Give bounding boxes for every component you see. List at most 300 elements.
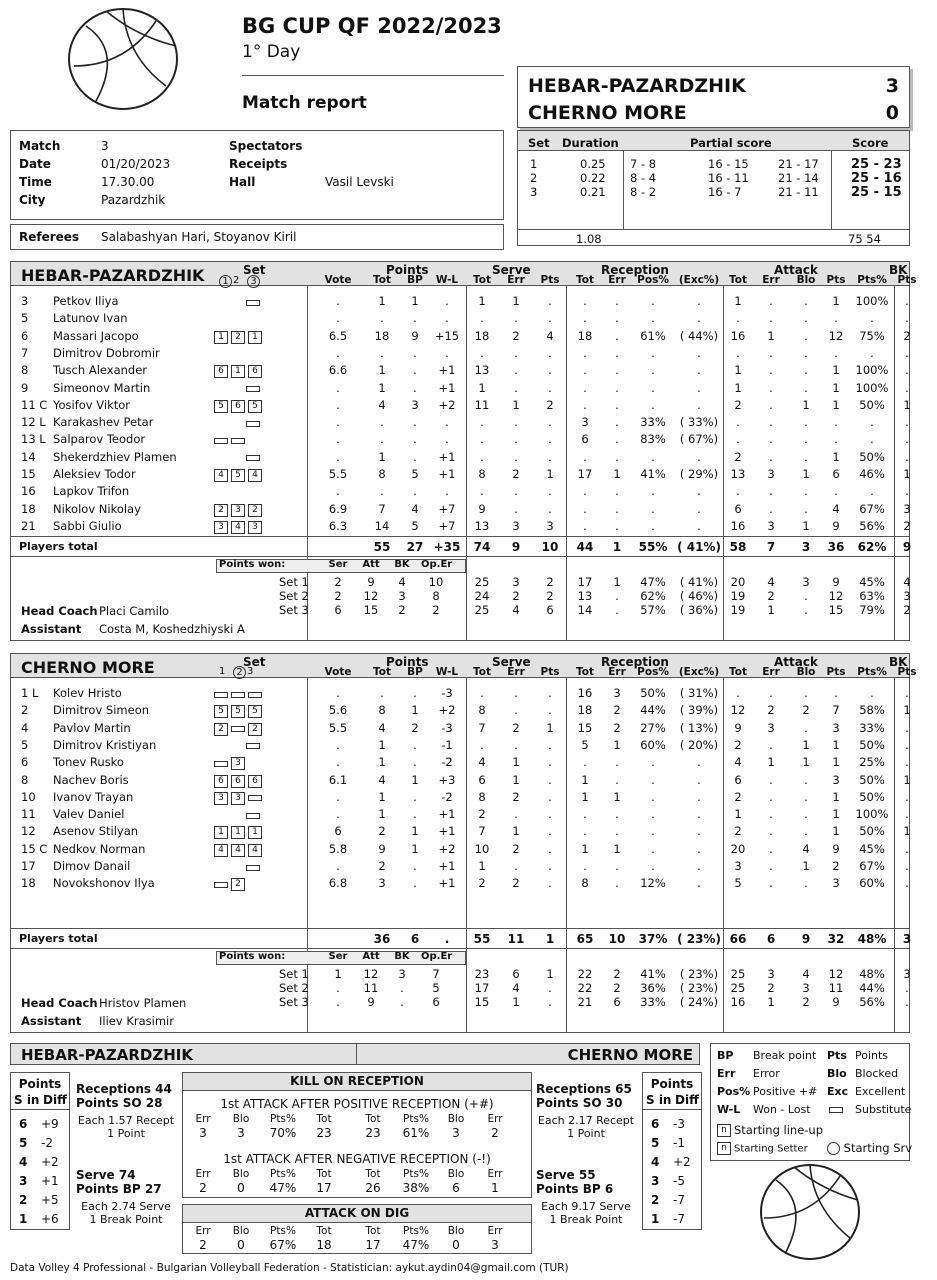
stat-cell: . xyxy=(651,789,655,804)
away-each-serve: Each 9.17 Serve xyxy=(541,1200,631,1213)
stat-cell: 2 xyxy=(512,841,520,856)
s-in-head: S in xyxy=(646,1093,672,1107)
home-each-recept: Each 1.57 Recept xyxy=(77,1114,175,1127)
legend-desc: Error xyxy=(753,1067,780,1080)
lineup-position: 1 xyxy=(231,826,245,839)
rotation-diff: -7 xyxy=(673,1212,685,1226)
stat-cell: . xyxy=(804,824,808,839)
stat-col-head: Tot xyxy=(575,666,594,678)
stat-col-head: Err xyxy=(762,666,780,678)
score-col-head: Score xyxy=(852,136,889,150)
legend-key: Pos% xyxy=(717,1085,751,1098)
kill-col-head: Pts% xyxy=(403,1225,429,1237)
points-won-col-head: Ser xyxy=(328,951,348,962)
stat-cell: . xyxy=(336,755,340,770)
set-mark: 2 xyxy=(233,275,240,286)
stat-cell: -2 xyxy=(441,789,453,804)
stat-cell: . xyxy=(697,380,701,395)
stat-cell: . xyxy=(905,311,909,326)
lineup-position: 4 xyxy=(214,844,228,857)
stat-cell: 3 xyxy=(546,518,554,533)
lineup-marks xyxy=(214,791,265,805)
stat-cell: . xyxy=(697,294,701,308)
kill-col-head: Blo xyxy=(447,1225,465,1237)
stat-cell: . xyxy=(651,449,655,464)
set-label: Set 1 xyxy=(279,967,309,981)
set-row-cell: 3 xyxy=(530,185,538,199)
stat-cell: 6 xyxy=(734,501,742,516)
kill-col-head: Err xyxy=(195,1113,211,1125)
players-total-label: Players total xyxy=(19,540,98,553)
stat-cell: 2 xyxy=(512,789,520,804)
stat-cell: . xyxy=(736,686,740,700)
stat-cell: . xyxy=(445,432,449,447)
stat-cell: . xyxy=(905,449,909,464)
total-cell: 1 xyxy=(612,540,622,554)
legend-lineup: Starting line-up xyxy=(734,1123,824,1137)
lineup-marks xyxy=(214,520,265,534)
players-total-label: Players total xyxy=(19,932,98,945)
stat-cell: . xyxy=(651,311,655,326)
stat-cell: . xyxy=(615,380,619,395)
set-stat-cell: 3 xyxy=(903,589,911,603)
kill-col-head: Tot xyxy=(316,1168,332,1180)
stat-cell: . xyxy=(736,432,740,447)
assistant-label: Assistant xyxy=(21,1014,82,1028)
stat-col-head: Pts% xyxy=(857,274,887,286)
set-stat-cell: 57% xyxy=(640,603,666,617)
stat-cell: . xyxy=(905,876,909,891)
set-stat-cell: . xyxy=(548,981,552,995)
stat-cell: . xyxy=(514,501,518,516)
stat-cell: . xyxy=(413,345,417,360)
receipts-label: Receipts xyxy=(229,157,288,171)
stat-cell: . xyxy=(445,294,449,308)
set-row-cell: 25 - 15 xyxy=(851,185,902,200)
stat-cell: -3 xyxy=(441,720,453,735)
stat-cell: 1 xyxy=(512,397,520,412)
total-cell: 62% xyxy=(857,540,887,554)
stat-cell: 3 xyxy=(411,397,419,412)
set-row-cell: 0.25 xyxy=(580,157,606,171)
stat-cell: . xyxy=(380,484,384,499)
stat-cell: . xyxy=(380,415,384,430)
stat-cell: 18 xyxy=(577,328,593,343)
stat-cell: 18 xyxy=(474,328,490,343)
set-stat-cell: 4 xyxy=(512,981,520,995)
referees-label: Referees xyxy=(19,230,80,244)
kill-value: 2 xyxy=(199,1238,207,1252)
stat-cell: . xyxy=(548,859,552,873)
player-number: 13 L xyxy=(21,432,46,447)
stat-cell: . xyxy=(548,807,552,822)
kill-value: 2 xyxy=(491,1126,499,1140)
set-stat-cell: 17 xyxy=(474,981,490,995)
away-one-point: 1 Point xyxy=(567,1127,605,1140)
stat-cell: 50% xyxy=(859,789,885,804)
away-team-stats xyxy=(10,653,917,1033)
stat-cell: 1 xyxy=(613,467,621,481)
player-name: Aleksiev Todor xyxy=(53,467,136,481)
substitute-icon xyxy=(246,813,260,819)
stat-cell: 5.5 xyxy=(328,720,348,735)
points-won-col-head: Op.Er xyxy=(421,559,453,570)
set-stat-cell: 9 xyxy=(832,995,840,1009)
stat-cell: +1 xyxy=(438,876,456,891)
set-stat-cell: 41% xyxy=(640,967,666,981)
stat-cell: . xyxy=(583,311,587,326)
stat-cell: 1 xyxy=(613,841,621,856)
referees-row xyxy=(10,224,504,250)
player-name: Shekerdzhiev Plamen xyxy=(53,449,177,464)
total-cell: 3 xyxy=(801,540,811,554)
total-cell: ( 23%) xyxy=(677,932,721,946)
set-stat-cell: . xyxy=(804,603,808,617)
stat-cell: 100% xyxy=(855,807,889,822)
stat-cell: . xyxy=(548,703,552,718)
stat-cell: 4 xyxy=(734,755,742,770)
stat-cell: 6 xyxy=(581,432,589,447)
home-points-so: Points SO 28 xyxy=(76,1096,163,1110)
stat-cell: 13 xyxy=(474,363,490,378)
kill-col-head: Blo xyxy=(232,1225,250,1237)
stat-cell: 1 xyxy=(903,824,911,839)
stat-col-head: Pts xyxy=(826,274,846,286)
stat-col-head: Pts xyxy=(826,666,846,678)
stat-cell: . xyxy=(480,345,484,360)
stat-cell: . xyxy=(413,432,417,447)
stat-cell: 1 xyxy=(411,294,419,308)
rotation-diff: +1 xyxy=(41,1174,59,1188)
stat-cell: . xyxy=(583,380,587,395)
stat-cell: 8 xyxy=(478,467,486,481)
total-cell: 10 xyxy=(541,540,559,554)
assistant-name: Costa M, Koshedzhiyski A xyxy=(99,622,245,636)
set-stat-cell: 6 xyxy=(512,967,520,981)
stat-col-head: Err xyxy=(762,274,780,286)
set-row-cell: 16 - 11 xyxy=(708,171,749,185)
stat-cell: . xyxy=(583,397,587,412)
stat-cell: . xyxy=(336,311,340,326)
set-head: Set xyxy=(243,655,266,669)
stat-cell: +1 xyxy=(438,467,456,481)
stat-cell: 1 xyxy=(613,789,621,804)
stat-cell: 1 xyxy=(546,720,554,735)
stat-cell: 50% xyxy=(859,397,885,412)
set-label: Set 2 xyxy=(279,981,309,995)
set-row-cell: 21 - 11 xyxy=(778,185,819,199)
stat-cell: . xyxy=(583,345,587,360)
set-stat-cell: . xyxy=(905,995,909,1009)
stat-cell: . xyxy=(615,415,619,430)
bottom-away-name: CHERNO MORE xyxy=(567,1046,693,1064)
stat-cell: 4 xyxy=(378,397,386,412)
set-stat-cell: 13 xyxy=(577,589,593,603)
stat-cell: 1 xyxy=(378,449,386,464)
stat-cell: . xyxy=(615,824,619,839)
set-stat-cell: . xyxy=(400,981,404,995)
total-cell: 11 xyxy=(507,932,525,946)
stat-cell: 9 xyxy=(378,841,386,856)
stat-cell: 1 xyxy=(832,807,840,822)
total-cell: 36 xyxy=(373,932,391,946)
player-number: 5 xyxy=(21,737,29,752)
stat-cell: . xyxy=(769,449,773,464)
kill-value: 0 xyxy=(452,1238,460,1252)
substitute-icon xyxy=(214,761,228,767)
stat-cell: . xyxy=(769,484,773,499)
stat-col-head: Pts xyxy=(540,274,560,286)
bk-head: BK xyxy=(889,263,908,277)
set-stat-cell: 3 xyxy=(398,967,406,981)
home-serve: Serve 74 xyxy=(76,1168,136,1182)
stat-cell: 8 xyxy=(378,703,386,718)
stat-cell: . xyxy=(336,789,340,804)
stat-cell: . xyxy=(583,449,587,464)
stat-cell: 1 xyxy=(411,841,419,856)
lineup-marks xyxy=(214,399,265,413)
stat-cell: 1 xyxy=(802,467,810,481)
legend-desc: Break point xyxy=(753,1049,817,1062)
player-number: 8 xyxy=(21,772,29,787)
player-name: Novokshonov Ilya xyxy=(53,876,155,891)
stat-cell: +3 xyxy=(438,772,456,787)
stat-cell: 45% xyxy=(859,841,885,856)
hall-name: Vasil Levski xyxy=(325,175,394,189)
kill-title: KILL ON RECEPTION xyxy=(183,1073,531,1091)
lineup-position: 1 xyxy=(214,826,228,839)
lineup-position: 2 xyxy=(214,723,228,736)
stat-cell: . xyxy=(548,380,552,395)
stat-cell: . xyxy=(651,755,655,770)
player-number: 6 xyxy=(21,755,29,770)
stat-cell: . xyxy=(697,841,701,856)
stat-cell: . xyxy=(697,789,701,804)
stat-cell: 16 xyxy=(730,328,746,343)
set-row-cell: 1 xyxy=(530,157,538,171)
referees-names: Salabashyan Hari, Stoyanov Kiril xyxy=(101,230,297,244)
starting-lineup-icon: n xyxy=(717,1124,731,1137)
kill-col-head: Tot xyxy=(365,1168,381,1180)
set-stat-cell: 48% xyxy=(859,967,885,981)
stat-cell: . xyxy=(769,311,773,326)
report-title: BG CUP QF 2022/2023 xyxy=(242,14,502,38)
stat-cell: 16 xyxy=(577,686,593,700)
set-stat-cell: 1 xyxy=(512,995,520,1009)
total-cell: 27 xyxy=(406,540,424,554)
stat-cell: 6.5 xyxy=(328,328,348,343)
home-team-name: HEBAR-PAZARDZHIK xyxy=(528,75,746,97)
stat-cell: 15 xyxy=(577,720,593,735)
player-number: 10 xyxy=(21,789,36,804)
stat-cell: +2 xyxy=(438,841,456,856)
stat-cell: 6 xyxy=(734,772,742,787)
total-cell: 55% xyxy=(638,540,668,554)
lineup-position: 6 xyxy=(248,775,262,788)
player-name: Simeonov Martin xyxy=(53,380,151,395)
stat-cell: 7 xyxy=(832,703,840,718)
divider xyxy=(11,1109,69,1110)
stat-cell: . xyxy=(769,345,773,360)
substitute-icon xyxy=(246,386,260,392)
stat-cell: . xyxy=(651,772,655,787)
stat-cell: . xyxy=(615,755,619,770)
set-stat-cell: 47% xyxy=(640,575,666,589)
legend-serve: Starting Srv xyxy=(843,1141,913,1155)
total-score: 75 54 xyxy=(848,232,881,246)
stat-cell: . xyxy=(336,737,340,752)
rotation-diff: +2 xyxy=(41,1155,59,1169)
stat-cell: ( 33%) xyxy=(679,415,719,430)
stat-cell: . xyxy=(445,345,449,360)
stat-cell: . xyxy=(445,415,449,430)
set-stat-cell: 2 xyxy=(613,981,621,995)
set-stat-cell: . xyxy=(905,981,909,995)
set-label: Set 3 xyxy=(279,603,309,617)
set-row-cell: 25 - 23 xyxy=(851,157,902,172)
stat-cell: . xyxy=(769,876,773,891)
stat-cell: 10 xyxy=(474,841,490,856)
stat-cell: . xyxy=(548,345,552,360)
stat-cell: 3 xyxy=(734,859,742,873)
points-won-col-head: BK xyxy=(394,951,410,962)
stat-cell: ( 20%) xyxy=(679,737,719,752)
stat-cell: 8 xyxy=(378,467,386,481)
legend-desc: Won - Lost xyxy=(753,1103,811,1116)
stat-cell: 1 xyxy=(832,737,840,752)
lineup-position: 6 xyxy=(214,365,228,378)
stat-cell: . xyxy=(804,328,808,343)
set-stat-cell: 6 xyxy=(613,995,621,1009)
reception-head: Reception xyxy=(601,263,669,277)
stat-cell: . xyxy=(514,432,518,447)
kill-col-head: Pts% xyxy=(403,1113,429,1125)
stat-cell: 4 xyxy=(411,501,419,516)
stat-cell: 1 xyxy=(581,841,589,856)
lineup-marks xyxy=(246,860,263,874)
set-stat-cell: 15 xyxy=(474,995,490,1009)
stat-cell: 33% xyxy=(640,415,666,430)
set-stat-cell: 23 xyxy=(474,967,490,981)
stat-cell: 1 xyxy=(512,755,520,770)
stat-cell: . xyxy=(804,380,808,395)
stat-cell: . xyxy=(480,686,484,700)
city-name: Pazardzhik xyxy=(101,193,166,207)
set-row-cell: 2 xyxy=(530,171,538,185)
stat-cell: . xyxy=(804,789,808,804)
stat-cell: 4 xyxy=(802,841,810,856)
stat-cell: . xyxy=(413,415,417,430)
set-stat-cell: 63% xyxy=(859,589,885,603)
stat-cell: 50% xyxy=(859,824,885,839)
stat-cell: ( 29%) xyxy=(679,467,719,481)
set-stat-cell: 2 xyxy=(903,603,911,617)
lineup-position: 4 xyxy=(248,844,262,857)
set-row-cell: 16 - 15 xyxy=(708,157,749,171)
player-name: Salparov Teodor xyxy=(53,432,146,447)
stat-cell: 3 xyxy=(378,876,386,891)
set-stat-cell: 11 xyxy=(363,981,379,995)
lineup-position: 6 xyxy=(231,400,245,413)
stat-cell: 67% xyxy=(859,501,885,516)
points-won-label: Points won: xyxy=(219,951,286,962)
set-stat-cell: 9 xyxy=(367,575,375,589)
substitute-icon xyxy=(246,743,260,749)
legend-key: BP xyxy=(717,1049,734,1062)
stat-cell: 25% xyxy=(859,755,885,770)
set-stat-cell: 4 xyxy=(512,603,520,617)
stat-cell: . xyxy=(905,807,909,822)
stat-col-head: Err xyxy=(507,666,525,678)
stat-cell: . xyxy=(514,415,518,430)
stat-cell: . xyxy=(697,807,701,822)
set-stat-cell: 11 xyxy=(828,981,844,995)
stat-cell: . xyxy=(583,294,587,308)
stat-cell: 1 xyxy=(832,824,840,839)
stat-cell: 50% xyxy=(640,686,666,700)
player-number: 14 xyxy=(21,449,36,464)
match-date: 01/20/2023 xyxy=(101,157,171,171)
player-name: Lapkov Trifon xyxy=(53,484,130,499)
stat-cell: . xyxy=(514,737,518,752)
bottom-home-name: HEBAR-PAZARDZHIK xyxy=(21,1046,193,1064)
substitute-icon xyxy=(246,300,260,306)
stat-cell: . xyxy=(769,824,773,839)
hall-label: Hall xyxy=(229,175,256,189)
points-won-label: Points won: xyxy=(219,559,286,570)
player-number: 18 xyxy=(21,876,36,891)
match-number: 3 xyxy=(101,139,109,153)
kill-value: 17 xyxy=(365,1238,381,1252)
stat-cell: +2 xyxy=(438,703,456,718)
kill-col-head: Tot xyxy=(365,1225,381,1237)
stat-cell: . xyxy=(905,484,909,499)
rotation-number: 4 xyxy=(651,1155,660,1169)
stat-cell: . xyxy=(615,328,619,343)
stat-cell: 1 xyxy=(832,294,840,308)
stat-cell: 5 xyxy=(411,518,419,533)
lineup-position: 5 xyxy=(214,705,228,718)
stat-cell: 8 xyxy=(478,703,486,718)
legend-desc: Points xyxy=(855,1049,889,1062)
player-name: Karakashev Petar xyxy=(53,415,154,430)
stat-cell: . xyxy=(514,484,518,499)
home-points-bp: Points BP 27 xyxy=(76,1182,162,1196)
lineup-marks xyxy=(214,433,248,447)
stat-cell: . xyxy=(615,311,619,326)
set-stat-cell: 17 xyxy=(577,575,593,589)
rotation-number: 6 xyxy=(651,1117,660,1131)
rotation-diff: +5 xyxy=(41,1193,59,1207)
stat-cell: . xyxy=(769,380,773,395)
set-stat-cell: 25 xyxy=(730,981,746,995)
divider xyxy=(643,1109,701,1110)
set-stat-cell: ( 36%) xyxy=(679,603,719,617)
player-name: Petkov Iliya xyxy=(53,294,119,308)
stat-cell: . xyxy=(804,294,808,308)
stat-cell: 8 xyxy=(581,876,589,891)
rotation-diff: -7 xyxy=(673,1193,685,1207)
lineup-position: 5 xyxy=(231,469,245,482)
points-won-col-head: BK xyxy=(394,559,410,570)
lineup-marks xyxy=(246,295,263,309)
stat-cell: 61% xyxy=(640,328,666,343)
stat-cell: . xyxy=(583,755,587,770)
stat-cell: . xyxy=(651,859,655,873)
stat-cell: ( 67%) xyxy=(679,432,719,447)
stat-cell: 2 xyxy=(411,720,419,735)
stat-cell: 4 xyxy=(478,755,486,770)
